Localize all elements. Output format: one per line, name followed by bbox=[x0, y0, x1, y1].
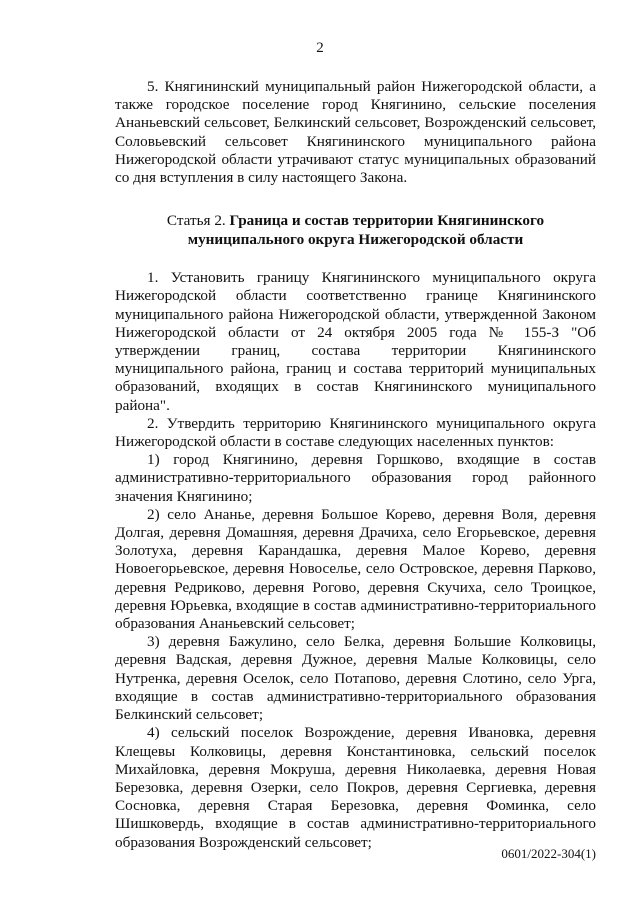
list-item-1: 1) город Княгинино, деревня Горшково, входящие в состав административно-территориального образования город районного значения Княгинино; bbox=[115, 451, 596, 505]
document-code: 0601/2022-304(1) bbox=[501, 846, 596, 861]
article-title: Граница и состав территории Княгининского муниципального округа Нижегородской области bbox=[187, 212, 545, 249]
document-body bbox=[115, 78, 596, 852]
article-label: Статья 2. bbox=[166, 212, 226, 230]
list-item-2: 2) село Ананье, деревня Большое Корево, деревня Воля, деревня Долгая, деревня Домашняя, деревня Драчиха, село Егорьевское, деревня Золотуха, деревня Карандашка, деревня Малое Корево, деревня Новоегорьевское, деревня Новоселье, село Островское, деревня Парково, деревня Редриково, деревня Рогово, деревня Скучиха, село Троицкое, деревня Юрьевка, входящие в состав административно-территориального образования Ананьевский сельсовет; bbox=[115, 505, 596, 633]
paragraph-5: 5. Княгининский муниципальный район Нижегородской области, а также городское поселение город Княгинино, сельские поселения Ананьевский сельсовет, Белкинский сельсовет, Возрожденский сельсовет, Соловьевский сельсовет Княгининского муниципального района Нижегородской области утрачивают статус муниципальных образований со дня вступления в силу настоящего Закона. bbox=[115, 78, 596, 187]
page-number: 2 bbox=[316, 40, 324, 56]
paragraph-2: 2. Утвердить территорию Княгининского муниципального округа Нижегородской области в составе следующих населенных пунктов: bbox=[115, 414, 596, 451]
article-heading bbox=[115, 211, 596, 249]
list-item-4: 4) сельский поселок Возрождение, деревня Ивановка, деревня Клещевы Колковицы, деревня Константиновка, сельский поселок Михайловка, деревня Мокруша, деревня Николаевка, деревня Новая Березовка, деревня Озерки, село Покров, деревня Сергиевка, деревня Сосновка, деревня Старая Березовка, деревня Фоминка, село Шишковердь, входящие в состав административно-территориального образования Возрожденский сельсовет; bbox=[115, 724, 596, 851]
paragraph-1: 1. Установить границу Княгининского муниципального округа Нижегородской области соответственно границе Княгининского муниципального района Нижегородской области, утвержденной Законом Нижегородской области от 24 октября 2005 года № 155-З "Об утверждении границ, состава территории Княгининского муниципального района, границ и состава территорий муниципальных образований, входящих в состав Княгининского муниципального района". bbox=[115, 269, 596, 414]
list-item-3: 3) деревня Бажулино, село Белка, деревня Большие Колковицы, деревня Вадская, деревня Дужное, деревня Малые Колковицы, село Нутренка, деревня Оселок, село Потапово, деревня Слотино, село Урга, входящие в состав административно-территориального образования Белкинский сельсовет; bbox=[115, 633, 596, 724]
